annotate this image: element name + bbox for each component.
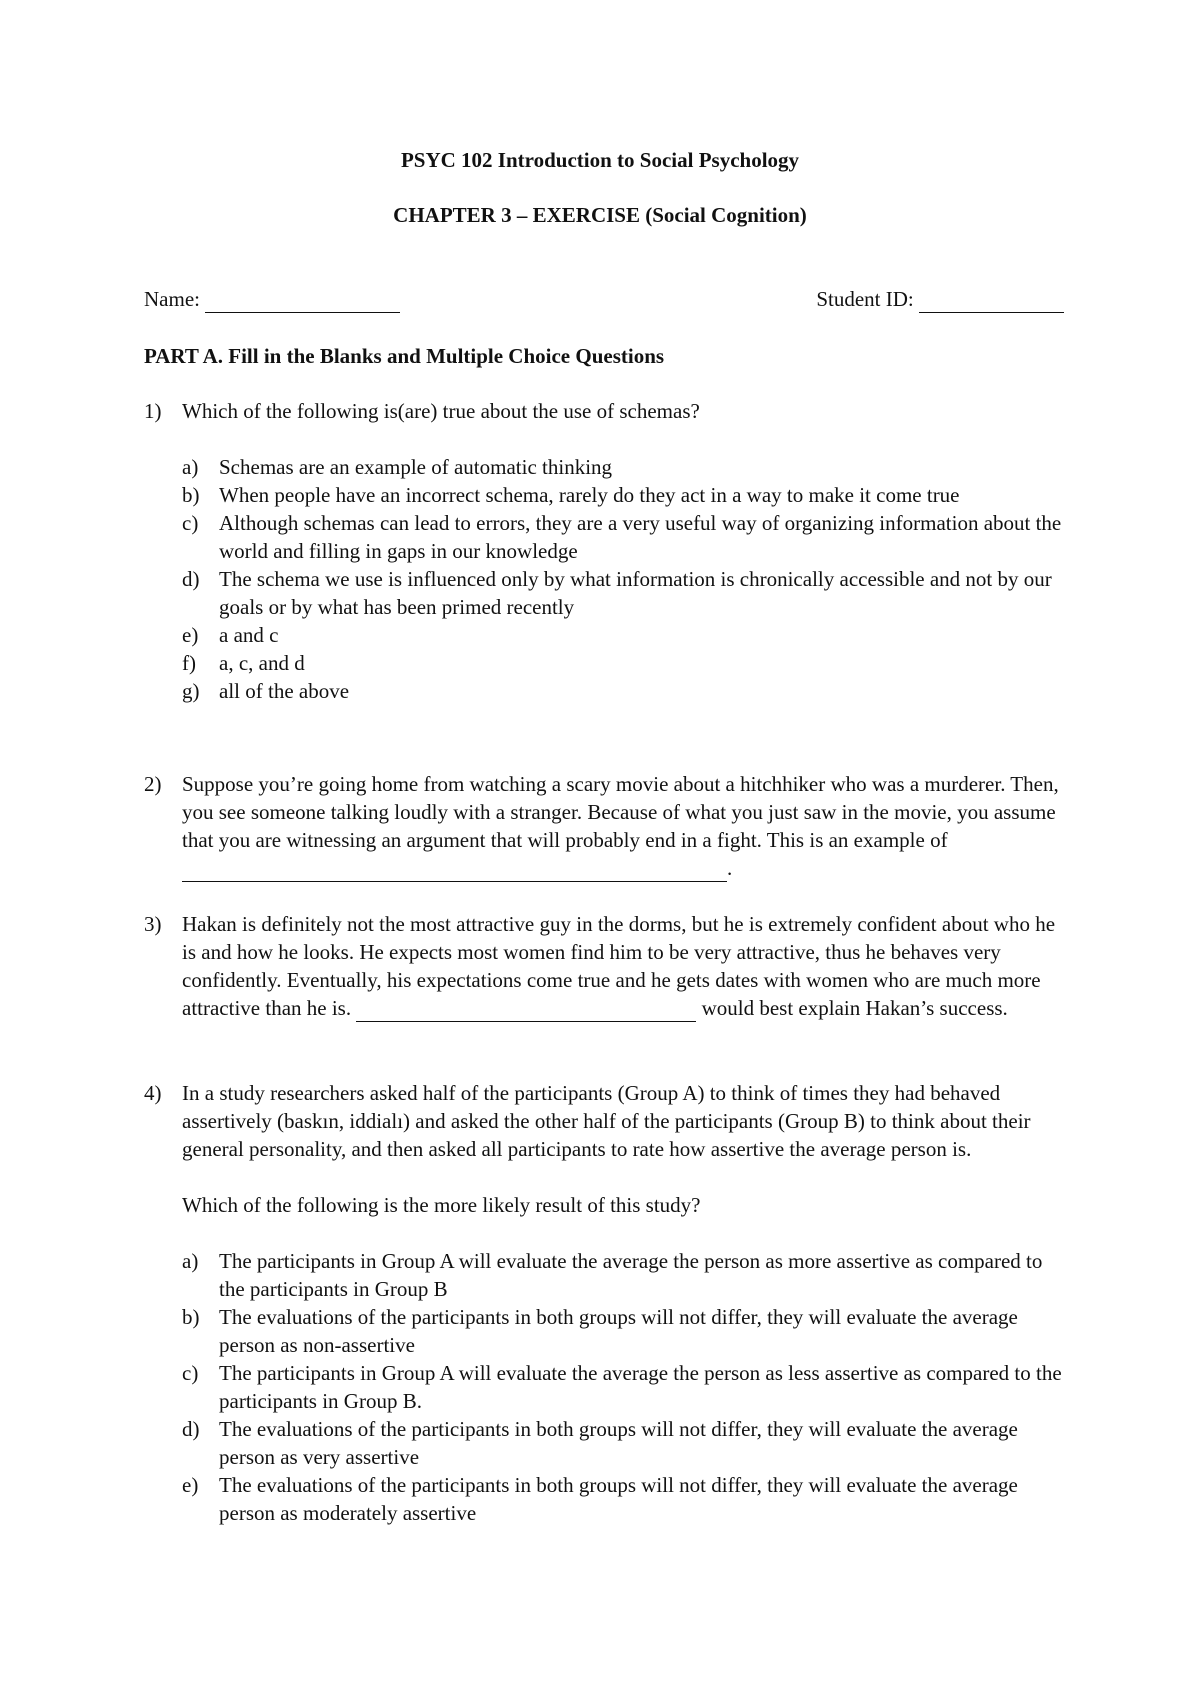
- option-text: The evaluations of the participants in both groups will not differ, they will evaluate the average person as moderately assertive: [219, 1473, 1018, 1525]
- option-letter: d): [182, 1417, 200, 1441]
- option-letter: d): [182, 567, 200, 591]
- option-letter: e): [182, 1473, 199, 1497]
- option-text: The participants in Group A will evaluate the average the person as less assertive as compared to the participants in Group B.: [219, 1361, 1062, 1413]
- option-f[interactable]: [182, 649, 1064, 677]
- chapter-title: CHAPTER 3 – EXERCISE (Social Cognition): [393, 203, 807, 227]
- option-text: a and c: [219, 623, 279, 647]
- question-text-after: would best explain Hakan’s success.: [701, 996, 1008, 1020]
- option-b[interactable]: [182, 481, 1064, 509]
- question-text: In a study researchers asked half of the participants (Group A) to think of times they had behaved assertively (baskın, iddialı) and asked the other half of the participants (Group B) to think about their general personality, and then asked all participants to rate how assertive the average person is.: [182, 1081, 1031, 1161]
- option-letter: c): [182, 1361, 199, 1385]
- question-prompt: Which of the following is the more likely result of this study?: [182, 1193, 701, 1217]
- question-text: [182, 770, 1064, 882]
- option-c[interactable]: [182, 1359, 1064, 1415]
- option-letter: f): [182, 651, 196, 675]
- option-letter: b): [182, 1305, 200, 1329]
- option-c[interactable]: [182, 509, 1064, 565]
- question-text-content: Suppose you’re going home from watching a scary movie about a hitchhiker who was a murderer. Then, you see someone talking loudly with a stranger. Because of what you just saw in the movie, you assume that you are witnessing an argument that will probably end in a fight. This is an example of: [182, 772, 1059, 852]
- answer-options: [182, 453, 1064, 705]
- question-body: [182, 910, 1064, 1022]
- option-a[interactable]: [182, 453, 1064, 481]
- question-number: 3): [144, 912, 162, 936]
- option-text: a, c, and d: [219, 651, 305, 675]
- question-text: Which of the following is(are) true about the use of schemas?: [182, 399, 700, 423]
- answer-blank[interactable]: [182, 859, 727, 882]
- name-label: Name:: [144, 287, 200, 311]
- end-punctuation: .: [727, 856, 733, 880]
- option-letter: c): [182, 511, 199, 535]
- option-b[interactable]: [182, 1303, 1064, 1359]
- option-a[interactable]: [182, 1247, 1064, 1303]
- option-letter: e): [182, 623, 199, 647]
- option-g[interactable]: [182, 677, 1064, 705]
- option-text: The schema we use is influenced only by what information is chronically accessible and not by our goals or by what has been primed recently: [219, 567, 1052, 619]
- name-blank[interactable]: [205, 290, 400, 313]
- answer-blank[interactable]: [356, 999, 696, 1022]
- question-body: [182, 397, 1064, 705]
- course-title: PSYC 102 Introduction to Social Psychology: [400, 148, 800, 172]
- option-text: The evaluations of the participants in both groups will not differ, they will evaluate the average person as non-assertive: [219, 1305, 1018, 1357]
- option-d[interactable]: [182, 565, 1064, 621]
- student-id-group: [816, 285, 1064, 313]
- student-info-row: [144, 285, 1064, 315]
- option-letter: b): [182, 483, 200, 507]
- question-text-content: Hakan is definitely not the most attractive guy in the dorms, but he is extremely confident about who he is and how he looks. He expects most women find him to be very attractive, thus he behaves very confidently. Eventually, his expectations come true and he gets dates with women who are much more attractive than he is.: [182, 912, 1056, 1020]
- option-text: Schemas are an example of automatic thinking: [219, 455, 613, 479]
- question-body: [182, 770, 1064, 882]
- option-text: When people have an incorrect schema, rarely do they act in a way to make it come true: [219, 483, 960, 507]
- option-letter: a): [182, 1249, 199, 1273]
- option-text: The evaluations of the participants in both groups will not differ, they will evaluate the average person as very assertive: [219, 1417, 1018, 1469]
- option-letter: a): [182, 455, 199, 479]
- option-text: all of the above: [219, 679, 350, 703]
- student-id-blank[interactable]: [919, 290, 1064, 313]
- option-letter: g): [182, 679, 200, 703]
- question-text: [182, 910, 1064, 1022]
- question-number: 2): [144, 772, 162, 796]
- part-a-heading: PART A. Fill in the Blanks and Multiple Choice Questions: [144, 344, 665, 368]
- question-number: 4): [144, 1081, 162, 1105]
- student-id-label: Student ID:: [816, 287, 914, 311]
- name-group: [144, 285, 400, 313]
- answer-options: [182, 1247, 1064, 1527]
- option-e[interactable]: [182, 621, 1064, 649]
- option-text: The participants in Group A will evaluate the average the person as more assertive as compared to the participants in Group B: [219, 1249, 1043, 1301]
- question-number: 1): [144, 399, 162, 423]
- option-text: Although schemas can lead to errors, they are a very useful way of organizing information about the world and filling in gaps in our knowledge: [219, 511, 1062, 563]
- option-d[interactable]: [182, 1415, 1064, 1471]
- option-e[interactable]: [182, 1471, 1064, 1527]
- question-body: [182, 1079, 1064, 1527]
